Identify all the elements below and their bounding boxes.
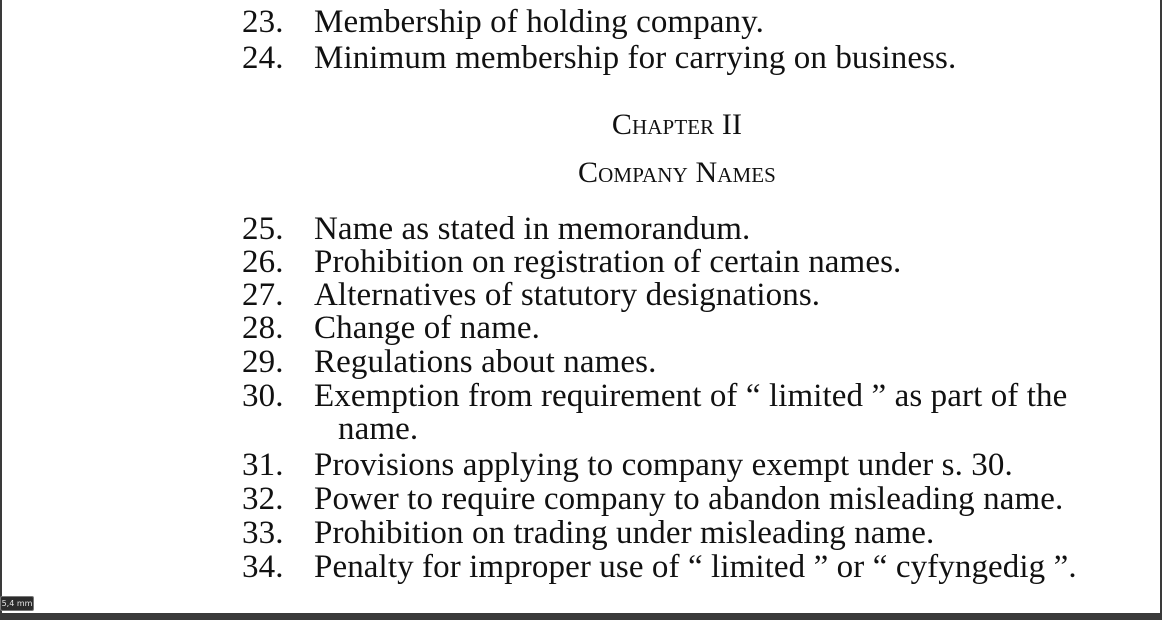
section-title: Provisions applying to company exempt under s. 30.	[314, 447, 1013, 483]
section-number: 25.	[242, 211, 284, 247]
section-number: 28.	[242, 310, 284, 346]
section-title: Minimum membership for carrying on business.	[314, 40, 957, 76]
section-title: Alternatives of statutory designations.	[314, 277, 821, 313]
section-title: Regulations about names.	[314, 344, 657, 380]
scale-indicator: 5,4 mm	[0, 596, 34, 611]
section-title: Penalty for improper use of “ limited ” or “ cyfyngedig ”.	[314, 549, 1077, 585]
chapter-title: Chapter II	[611, 108, 743, 141]
section-title: Power to require company to abandon misleading name.	[314, 481, 1064, 517]
section-number: 34.	[242, 549, 284, 585]
section-number: 30.	[242, 378, 284, 414]
document-page	[2, 0, 1160, 613]
section-title: Exemption from requirement of “ limited ” as part of the	[314, 378, 1068, 414]
section-number: 24.	[242, 40, 284, 76]
section-title: Change of name.	[314, 310, 541, 346]
section-number: 27.	[242, 277, 284, 313]
section-number: 31.	[242, 447, 284, 483]
section-number: 29.	[242, 344, 284, 380]
section-number: 23.	[242, 4, 284, 40]
chapter-subtitle: Company Names	[578, 156, 776, 189]
section-number: 32.	[242, 481, 284, 517]
section-title: Prohibition on trading under misleading name.	[314, 515, 935, 551]
section-title-continuation: name.	[338, 411, 419, 447]
section-title: Membership of holding company.	[314, 4, 764, 40]
section-title: Name as stated in memorandum.	[314, 211, 751, 247]
section-title: Prohibition on registration of certain names.	[314, 244, 902, 280]
section-number: 33.	[242, 515, 284, 551]
section-number: 26.	[242, 244, 284, 280]
